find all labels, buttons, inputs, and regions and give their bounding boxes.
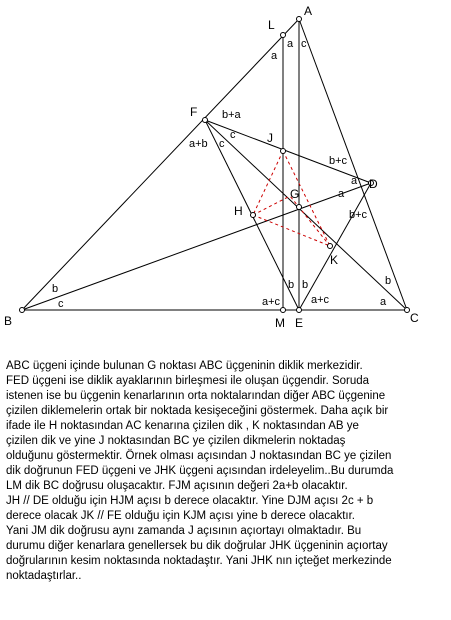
caption-line: çizilen dik ve yine J noktasından BC ye çizilen dikmelerin noktadaş (6, 435, 346, 447)
caption-line: olduğunu göstermektir. Örnek olması açısından J noktasından BC ye çizilen (6, 450, 392, 462)
label-c: C (410, 311, 419, 325)
label-m: M (275, 316, 285, 330)
angle-label-f-c1: c (230, 129, 236, 141)
caption-line: JH // DE olduğu için HJM açısı b derece olacaktır. Yine DJM açısı 2c + b (6, 495, 374, 507)
angle-label-e-ac1: a+c (262, 296, 281, 308)
angle-label-l-a: a (271, 50, 278, 62)
caption-line: doğrularının kesim noktasında noktadaştır. Yani JHK nın içteğet merkezinde (6, 555, 392, 567)
label-g: G (290, 187, 300, 201)
caption-line: ABC üçgeni içinde bulunan G noktası ABC üçgeninin diklik merkezidir. (6, 360, 363, 372)
angle-label-d-a2: a (338, 188, 345, 200)
side-ab (22, 19, 299, 310)
caption-line: çizilen diklemelerin ortak bir noktada kesişeceğini göstermek. Daha açık bir (6, 405, 389, 417)
point-l-marker (281, 33, 286, 38)
angle-label-a-a: a (287, 38, 294, 50)
caption-line: durumu diğer kenarlara genellersek bu dik doğrular JHK üçgeninin açıortay (6, 540, 388, 552)
point-h-marker (251, 213, 256, 218)
angle-label-d-a1: a (351, 175, 358, 187)
side-ed (299, 183, 371, 310)
point-a-marker (297, 17, 302, 22)
point-b-marker (20, 308, 25, 313)
dashed-jh (253, 151, 283, 215)
angle-label-b-b: b (52, 283, 59, 295)
point-j-marker (281, 149, 286, 154)
angle-label-b-c: c (58, 298, 64, 310)
caption-line: ifade ile H noktasından AC kenarına çizilen dik , K noktasından AB ye (6, 420, 359, 432)
altitude-bd (22, 183, 371, 310)
caption-line: LM dik BC doğrusu oluşacaktır. FJM açısının değeri 2a+b olacaktır. (6, 480, 348, 492)
caption-line: derece olacak JK // FE olduğu için KJM açısı yine b derece olacaktır. (6, 510, 356, 522)
caption-line: noktadaştırlar.. (6, 570, 82, 582)
side-ac (299, 19, 407, 310)
point-e-marker (297, 308, 302, 313)
angle-label-f-ab: a+b (189, 138, 208, 150)
point-k-marker (328, 244, 333, 249)
point-g-marker (297, 205, 302, 210)
angle-label-c-a: a (380, 296, 387, 308)
angle-label-d-bc1: b+c (329, 155, 348, 167)
angle-label-a-c: c (301, 38, 307, 50)
point-c-marker (405, 308, 410, 313)
point-m-marker (281, 308, 286, 313)
angle-label-d-bc2: b+c (349, 209, 368, 221)
label-f: F (190, 105, 198, 119)
caption-line: istenen ise bu üçgenin kenarlarının orta noktalarından diğer ABC üçgenine (6, 390, 386, 402)
caption-line: dik doğrunun FED üçgeni ve JHK üçgeni açısından irdeleyelim..Bu durumda (6, 465, 394, 477)
point-f-marker (203, 118, 208, 123)
caption-line: FED üçgeni ise diklik ayaklarının birleşmesi ile oluşan üçgendir. Soruda (6, 375, 370, 387)
label-b: B (4, 314, 13, 328)
label-h: H (234, 204, 243, 218)
label-a: A (304, 4, 313, 18)
label-k: K (330, 253, 339, 267)
angle-label-e-b2: b (302, 279, 309, 291)
label-d: D (369, 177, 378, 191)
angle-label-e-ac2: a+c (311, 294, 330, 306)
angle-label-f-c2: c (219, 138, 225, 150)
angle-label-c-b: b (385, 275, 392, 287)
label-l: L (268, 18, 275, 32)
angle-label-f-ba: b+a (222, 109, 241, 121)
angle-label-e-b1: b (288, 279, 295, 291)
dashed-hg (253, 196, 290, 215)
explanation-text (6, 359, 442, 584)
label-j: J (267, 131, 273, 145)
caption-line: Yani JM dik doğrusu aynı zamanda J açısının açıortayı olmaktadır. Bu (6, 525, 362, 537)
label-e: E (295, 316, 304, 330)
dashed-kg (290, 196, 330, 246)
